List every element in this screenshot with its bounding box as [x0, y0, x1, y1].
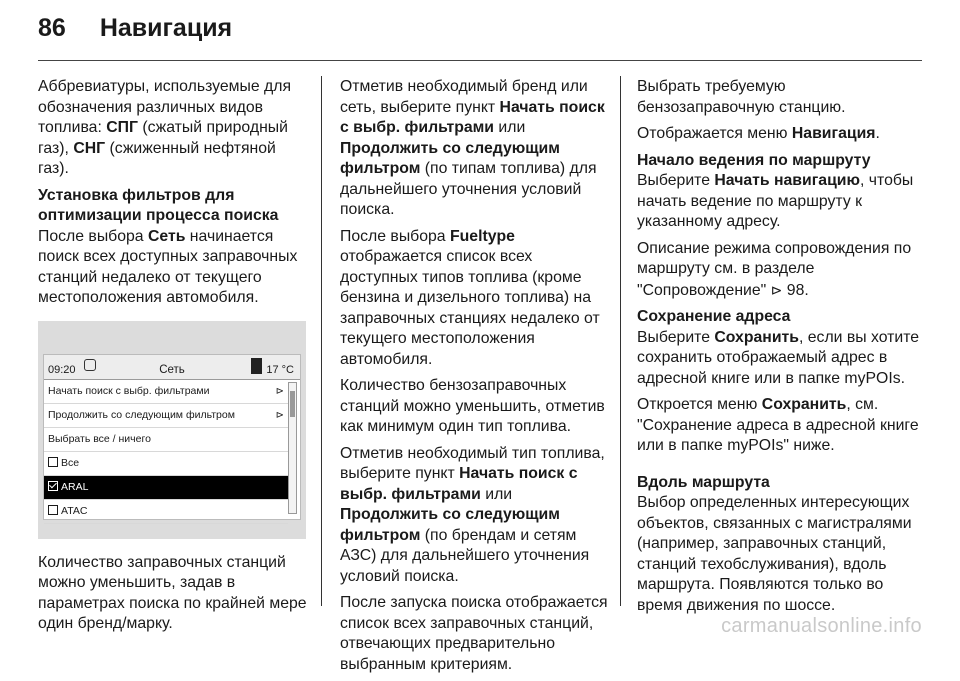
watermark: carmanualsonline.info: [721, 615, 922, 637]
infotainment-screen: [43, 354, 301, 520]
paragraph: Отметив необходимый бренд или сеть, выберите пункт Начать поиск с выбр. фильтрами или Продолжить со следующим фильтром (по типам топлива) для дальнейшего уточнения условий поиска.: [340, 78, 605, 218]
column-divider: [321, 76, 322, 606]
section-heading: Начало ведения по маршруту: [637, 151, 871, 169]
checkbox-icon: [48, 457, 58, 467]
scrollbar-thumb[interactable]: [290, 391, 295, 417]
section-heading: Сохранение адреса: [637, 308, 791, 325]
paragraph: Количество заправочных станций можно уменьшить, задав в параметрах поиска по крайней мере один бренд/марку.: [38, 553, 307, 632]
page-number: 86: [38, 14, 66, 42]
arrow-right-icon: ⊳: [275, 409, 284, 421]
column-divider: [620, 76, 621, 606]
paragraph: Выбрать требуемую бензозаправочную станцию.: [637, 78, 846, 116]
screen-figure: [38, 321, 306, 539]
menu-item-aral[interactable]: ARAL: [44, 476, 288, 500]
paragraph: Отображается меню Навигация.: [637, 125, 880, 142]
menu-item-atac[interactable]: ATAC: [44, 500, 288, 524]
paragraph: Выберите Начать навигацию, чтобы начать ведение по маршруту к указанному адресу.: [637, 172, 914, 230]
checkbox-icon: [48, 505, 58, 515]
header-rule: [38, 60, 922, 61]
menu-item-select-all[interactable]: Выбрать все / ничего: [44, 428, 288, 452]
menu-item-all[interactable]: Все: [44, 452, 288, 476]
menu-list: [44, 380, 288, 524]
menu-item-start-search[interactable]: Начать поиск с выбр. фильтрами ⊳: [44, 380, 288, 404]
page-header: [38, 14, 232, 54]
page-title: Навигация: [99, 14, 233, 42]
menu-item-next-filter[interactable]: Продолжить со следующим фильтром ⊳: [44, 404, 288, 428]
page-reference-icon: ⊳: [770, 281, 783, 298]
arrow-right-icon: ⊳: [275, 385, 284, 397]
paragraph: После выбора Fueltype отображается список всех доступных типов топлива (кроме бензина и дизельного топлива) на заправочных станциях недалеко от текущего местоположения автомобиля.: [340, 227, 600, 368]
screen-title: Сеть: [159, 363, 185, 376]
scrollbar[interactable]: [288, 382, 297, 514]
checkbox-checked-icon: [48, 481, 58, 491]
paragraph: После запуска поиска отображается список всех заправочных станций, отвечающих предварительно выбранным критериям.: [340, 594, 608, 673]
section-heading: Установка фильтров для оптимизации процесса поиска: [38, 186, 279, 224]
clock-time: 09:20: [48, 363, 76, 376]
paragraph: Откроется меню Сохранить, см. "Сохранение адреса в адресной книге или в папке myPOIs" ниже.: [637, 396, 919, 454]
paragraph: Аббревиатуры, используемые для обозначения различных видов топлива: СПГ (сжатый природный газ), СНГ (сжиженный нефтяной газ).: [38, 78, 292, 177]
column-3: [637, 77, 927, 622]
phone-icon: [251, 358, 262, 374]
paragraph: Описание режима сопровождения по маршруту см. в разделе "Сопровождение" ⊳ 98.: [637, 239, 912, 299]
paragraph: Отметив необходимый тип топлива, выберите пункт Начать поиск с выбр. фильтрами или Продолжить со следующим фильтром (по брендам и сетям АЗС) для дальнейшего уточнения условий поиска.: [340, 444, 605, 585]
column-2: [340, 77, 608, 681]
paragraph: Количество бензозаправочных станций можно уменьшить, отметив как минимум один тип топлива.: [340, 377, 605, 435]
paragraph: Выберите Сохранить, если вы хотите сохранить отображаемый адрес в адресной книге или в папке myPOIs.: [637, 328, 920, 387]
paragraph: Выбор определенных интересующих объектов, связанных с магистралями (например, заправочных станций, станций техобслуживания), вдоль маршрута. Появляются только во время движения по шоссе.: [637, 494, 912, 614]
column-1: [38, 77, 308, 641]
paragraph: После выбора Сеть начинается поиск всех доступных заправочных станций недалеко от текущего местоположения автомобиля.: [38, 227, 298, 306]
temperature: 17 °C: [266, 363, 294, 376]
screen-header: [44, 355, 300, 380]
section-heading: Вдоль маршрута: [637, 473, 770, 491]
